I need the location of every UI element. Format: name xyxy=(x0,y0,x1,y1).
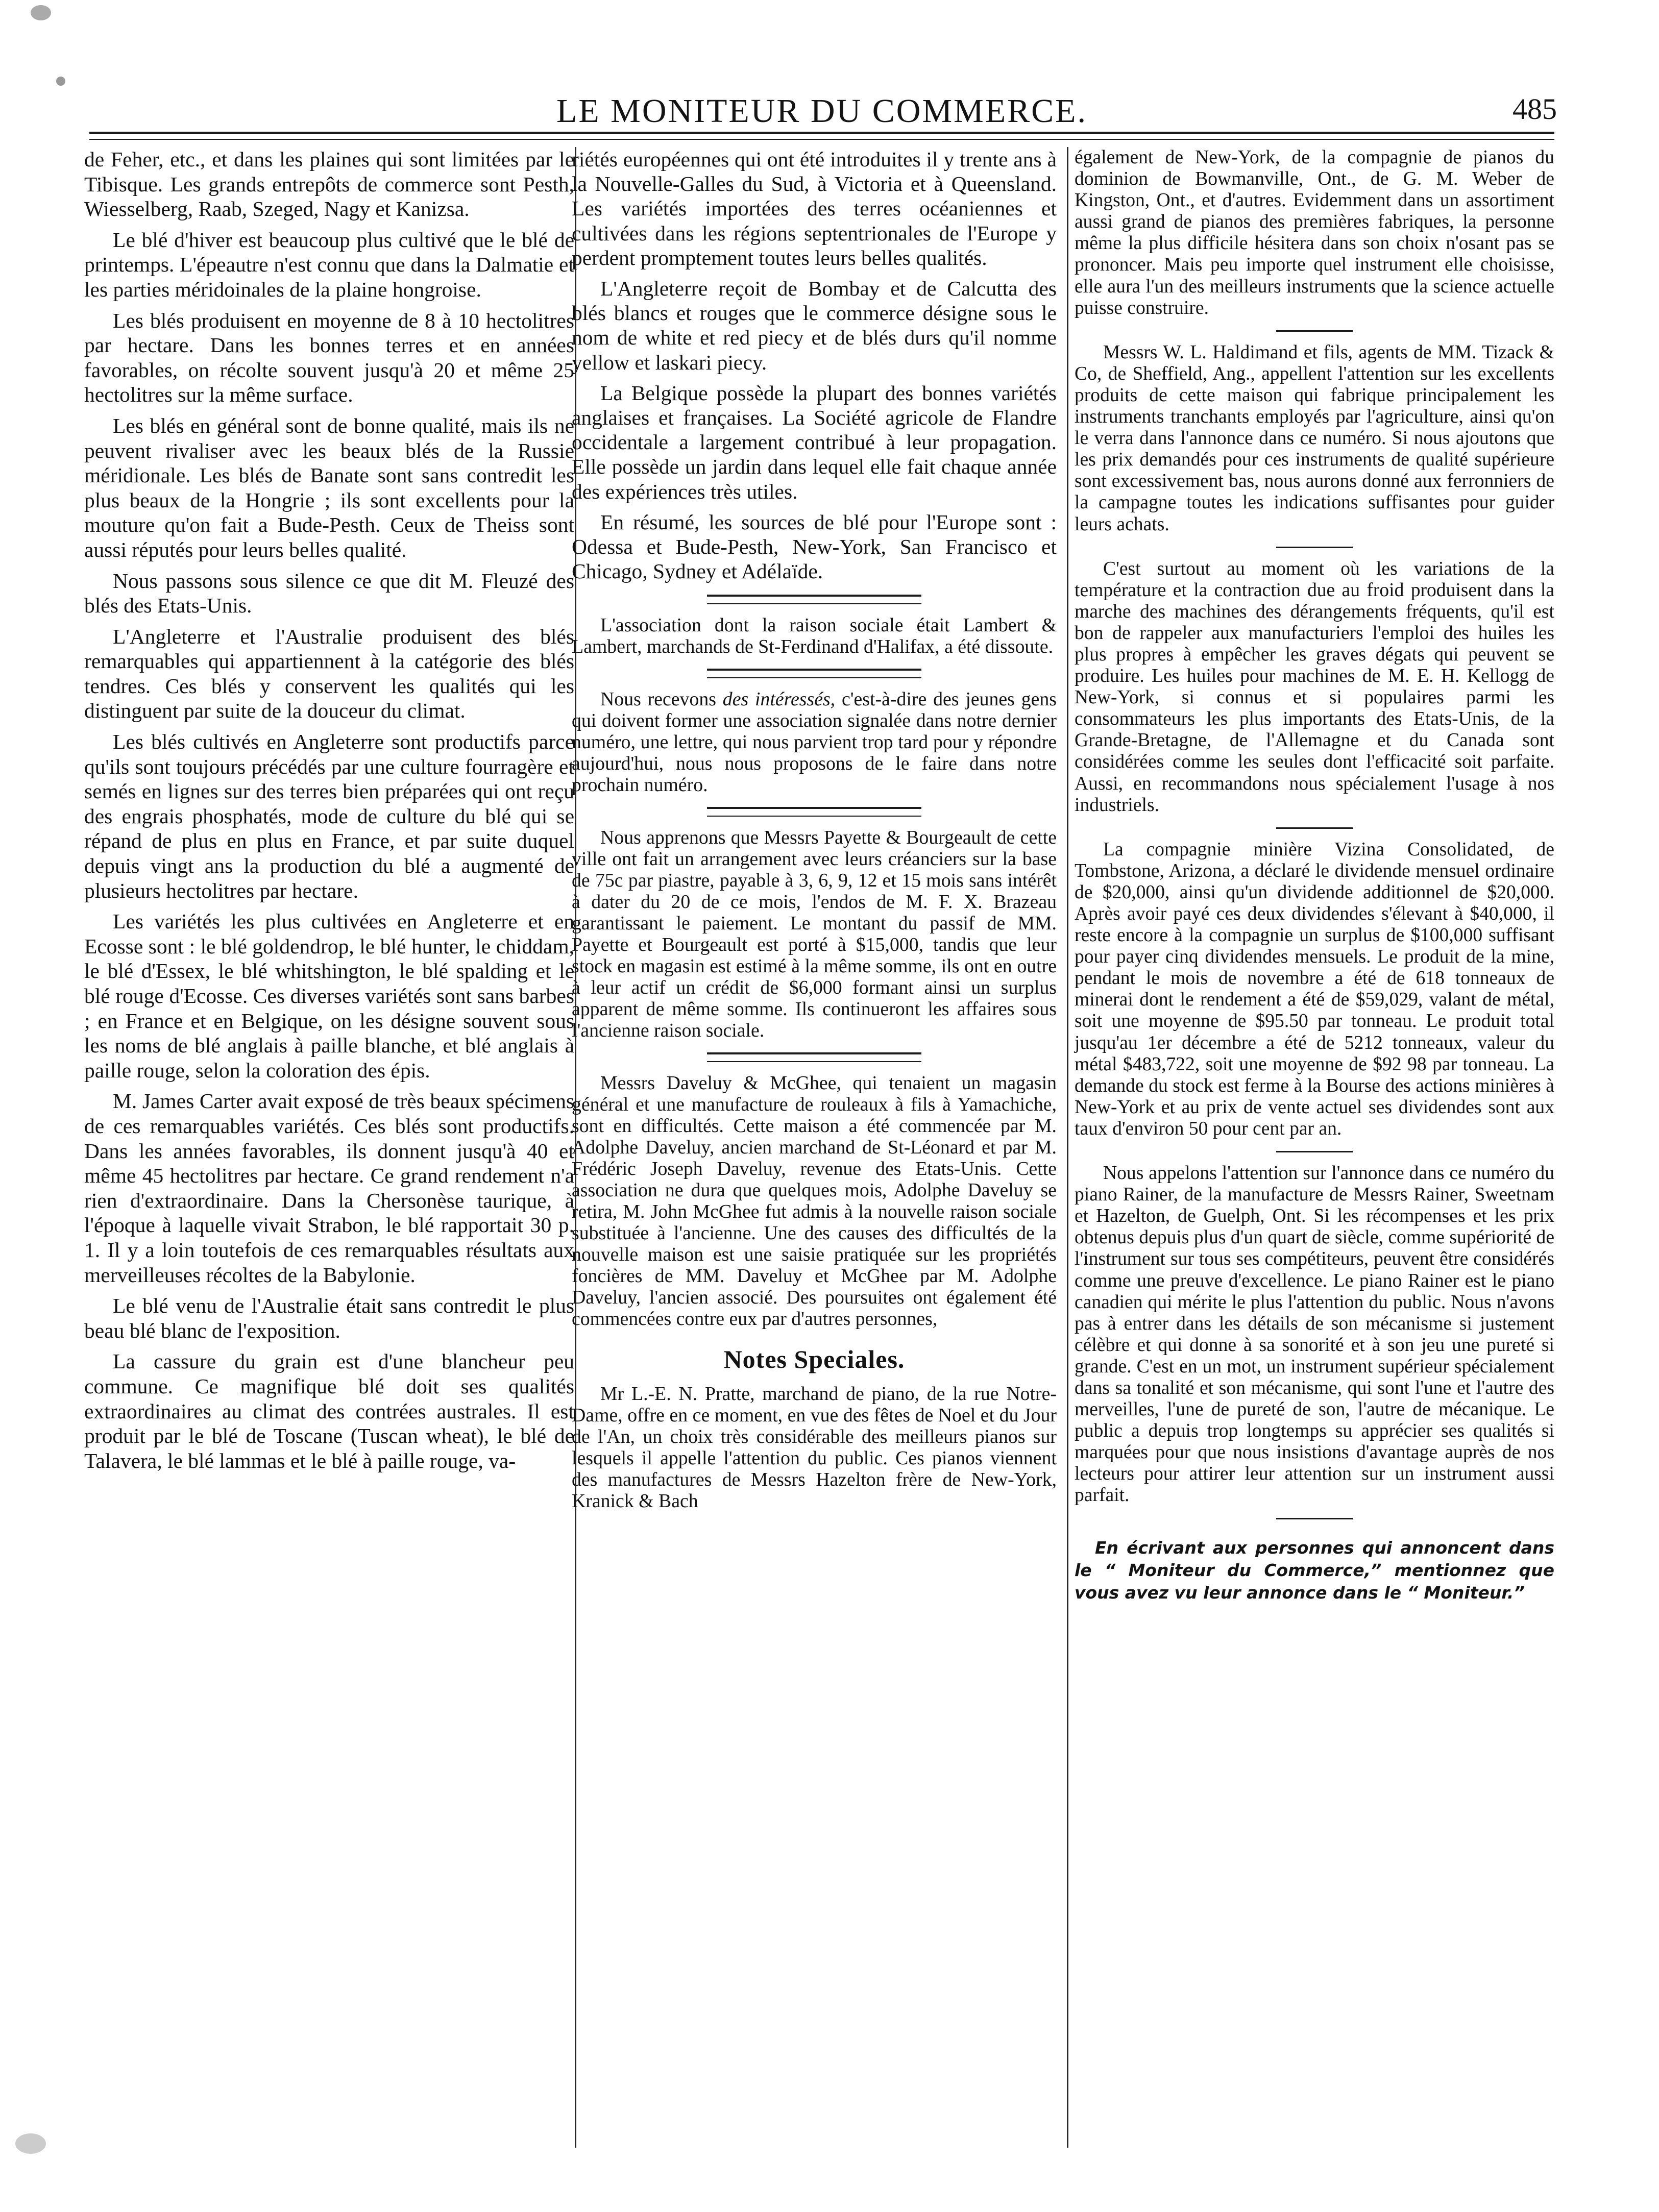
article-paragraph: L'Angleterre reçoit de Bombay et de Calcutta des blés blancs et rouges que le commerce désigne sous le nom de white et red piecy et de blés durs qu'il nomme yellow et laskari piecy. xyxy=(572,277,1057,374)
notice-payette: Nous apprenons que Messrs Payette & Bourgeault de cette ville ont fait un arrangement avec leurs créanciers sur la base de 75c par piastre, payable à 3, 6, 9, 12 et 15 mois sans intérêt à dater du 20 de ce mois, l'endos de M. F. X. Brazeau garantissant le paiement. Le montant du passif de MM. Payette et Bourgeault est porté à $15,000, tandis que leur stock en magasin est estimé à la même somme, ils ont en outre à leur actif un crédit de $6,000 formant ainsi un surplus apparent de même somme. Ils continueront les affaires sous l'ancienne raison sociale. xyxy=(572,827,1057,1042)
article-paragraph: Les blés en général sont de bonne qualité, mais ils ne peuvent rivaliser avec les beaux blés de la Russie méridionale. Les blés de Banate sont sans contredit les plus beaux de la Hongrie ; ils sont excellents pour la mouture qu'on fait a Bude-Pesth. Ceux de Theiss sont aussi réputés pour leurs belles qualité. xyxy=(84,413,574,561)
article-paragraph: La cassure du grain est d'une blancheur peu commune. Ce magnifique blé doit ses qualités extraordinaires au climat des contrées australes. Il est produit par le blé de Toscane (Tuscan wheat), le blé de Talavera, le blé lammas et le blé à paille rouge, va- xyxy=(84,1349,574,1472)
notice-interesses xyxy=(572,689,1057,796)
advertiser-notice xyxy=(1075,1537,1554,1604)
notice-vizina: La compagnie minière Vizina Consolidated, de Tombstone, Arizona, a déclaré le dividende mensuel ordinaire de $20,000, ainsi qu'un dividende additionnel de $20,000. Après avoir payé ces deux dividendes s'élevant à $40,000, il reste encore à la compagnie un surplus de $100,000 suffisant pour payer cinq dividendes mensuels. Le produit de la mine, pendant le mois de novembre a été de 618 tonneaux de minerai dont le rendement a été de $59,029, valant de métal, soit une moyenne de $95.50 par tonneau. Le produit total jusqu'au 1er décembre a été de 5212 tonneaux, valeur du métal $483,722, soit une moyenne de $92 98 par tonneau. La demande du stock est ferme à la Bourse des actions minières à New-York et au prix de vente actuel ses dividendes sont aux taux d'environ 50 pour cent par an. xyxy=(1075,839,1554,1139)
article-paragraph: La Belgique possède la plupart des bonnes variétés anglaises et françaises. La Société agricole de Flandre occidentale a largement contribué à leur propagation. Elle possède un jardin dans lequel elle fait chaque année des expériences très utiles. xyxy=(572,381,1057,503)
column-divider-2 xyxy=(1067,147,1068,2148)
section-separator xyxy=(707,595,921,604)
article-paragraph: En résumé, les sources de blé pour l'Europe sont : Odessa et Bude-Pesth, New-York, San Francisco et Chicago, Sydney et Adélaïde. xyxy=(572,510,1057,583)
section-separator xyxy=(707,1052,921,1062)
section-heading-notes-speciales: Notes Speciales. xyxy=(723,1345,905,1374)
notice-interesses-rest: c'est-à-dire des jeunes gens qui doivent former une association signalée dans notre dernier numéro, une lettre, qui nous parvient trop tard pour y répondre aujourd'hui, nous nous proposons de le faire dans notre prochain numéro. xyxy=(572,689,1057,796)
section-separator xyxy=(1276,827,1353,829)
section-separator xyxy=(1276,547,1353,548)
scan-speck xyxy=(56,77,65,86)
notice-pratte-continued: également de New-York, de la compagnie de pianos du dominion de Bowmanville, Ont., de G. M. Weber de Kingston, Ont., et d'autres. Evidemment dans un assortiment aussi grand de pianos des premières fabriques, la personne même la plus difficile hésitera dans son choix n'osant pas se prononcer. Mais peu importe quel instrument elle choisisse, elle aura l'un des meilleurs instruments que la science actuelle puisse construire. xyxy=(1075,147,1554,318)
article-paragraph: Le blé d'hiver est beaucoup plus cultivé que le blé de printemps. L'épeautre n'est connu que dans la Dalmatie et les parties méridoinales de la plaine hongroise. xyxy=(84,228,574,301)
notice-interesses-italic: des intéressés, xyxy=(722,689,836,710)
section-separator xyxy=(1276,330,1353,332)
notice-daveluy: Messrs Daveluy & McGhee, qui tenaient un magasin général et une manufacture de rouleaux à fils à Yamachiche, sont en difficultés. Cette maison a été commencée par M. Adolphe Daveluy, ancien marchand de St-Léonard et par M. Frédéric Joseph Daveluy, revenue des Etats-Unis. Cette association ne dura que quelques mois, Adolphe Daveluy se retira, M. John McGhee fut admis à la nouvelle raison sociale substituée à l'ancienne. Une des causes des difficultés de la nouvelle maison est une saisie pratiquée sur les propriétés foncières de MM. Daveluy et McGhee par M. Adolphe Daveluy, l'ancien associé. Des poursuites ont également été commencées contre eux par d'autres personnes, xyxy=(572,1072,1057,1330)
notice-haldimand: Messrs W. L. Haldimand et fils, agents de MM. Tizack & Co, de Sheffield, Ang., appellent l'attention sur les excellents produits de cette maison qui fabrique principalement les instruments tranchants employés par l'agriculture, ainsi qu'on le verra dans l'annonce dans ce numéro. Si nous ajoutons que les prix demandés pour ces instruments de qualité supérieure sont excessivement bas, nous aurons donné aux ferronniers de la campagne toutes les indications suffisantes pour guider leurs achats. xyxy=(1075,341,1554,535)
scan-speck xyxy=(15,2133,46,2154)
column-1 xyxy=(84,147,574,1479)
notice-interesses-lead: Nous recevons xyxy=(600,689,723,710)
article-paragraph: Nous passons sous silence ce que dit M. Fleuzé des blés des Etats-Unis. xyxy=(84,569,574,618)
article-paragraph: Les blés cultivés en Angleterre sont productifs parce qu'ils sont toujours précédés par une culture fourragère et semés en lignes sur des terres bien préparées qui ont reçu des engrais phosphatés, mode de culture du blé qui se répand de plus en plus en France, et par suite duquel depuis vingt ans la production du blé a augmenté de plusieurs hectolitres par hectare. xyxy=(84,730,574,902)
scan-speck xyxy=(31,5,51,20)
section-separator xyxy=(1276,1151,1353,1152)
column-3 xyxy=(1075,147,1554,1604)
notice-pratte: Mr L.-E. N. Pratte, marchand de piano, de la rue Notre-Dame, offre en ce moment, en vue des fêtes de Noel et du Jour de l'An, un choix très considérable des meilleurs pianos sur lesquels il appelle l'attention du public. Ces pianos viennent des manufactures de Messrs Hazelton frère de New-York, Kranick & Bach xyxy=(572,1383,1057,1512)
notice-kellogg: C'est surtout au moment où les variations de la température et la contraction due au froid produisent dans la marche des machines des dérangements fréquents, qu'il est bon de rappeler aux manufacturiers l'emploi des huiles les plus propres à empêcher les graves dégats qui peuvent se produire. Les huiles pour machines de M. E. H. Kellogg de New-York, si connus et si populaires parmi les consommateurs les plus importants des Etats-Unis, de la Grande-Bretagne, de l'Allemagne et du Canada sont considérées comme les seules dont l'efficacité soit parfaite. Aussi, en recommandons nous spécialement l'usage à nos industriels. xyxy=(1075,558,1554,816)
advertiser-notice-text: En écrivant aux personnes qui annoncent dans le “ Moniteur du Commerce,” mentionnez que vous avez vu leur annonce dans le “ Moniteur.” xyxy=(1075,1537,1554,1603)
section-separator xyxy=(707,807,921,817)
article-paragraph: Le blé venu de l'Australie était sans contredit le plus beau blé blanc de l'exposition. xyxy=(84,1294,574,1342)
article-paragraph: de Feher, etc., et dans les plaines qui sont limitées par le Tibisque. Les grands entrepôts de commerce sont Pesth, Wiesselberg, Raab, Szeged, Nagy et Kanizsa. xyxy=(84,148,574,221)
notice-rainer: Nous appelons l'attention sur l'annonce dans ce numéro du piano Rainer, de la manufacture de Messrs Rainer, Sweetnam et Hazelton, de Guelph, Ont. Si les récompenses et les prix obtenus depuis plus d'un quart de siècle, comme supériorité de l'instrument sur tous ses compétiteurs, peuvent être considérés comme une preuve d'excellence. Le piano Rainer est le piano canadien qui mérite le plus l'attention du public. Nous n'avons pas à entrer dans les détails de son mécanisme si justement célèbre et qui donne à sa sonorité et à son jeu une pureté si grande. C'est en un mot, un instrument supérieur spécialement dans sa tonalité et son mécanisme, qui sont l'une et l'autre des merveilles, l'une de pureté de son, l'autre de mécanique. Le public a depuis trop longtemps su apprécier ses qualités si marquées pour que nous insistions d'avantage auprès de nos lecteurs pour attirer leur attention sur un instrument aussi parfait. xyxy=(1075,1163,1554,1506)
article-paragraph: M. James Carter avait exposé de très beaux spécimens de ces remarquables variétés. Ces blés sont productifs. Dans les années favorables, ils donnent jusqu'à 40 et même 45 hectolitres par hectare. Ce grand rendement n'a rien d'extraordinaire. Dans la Chersonèse taurique, à l'époque à laquelle vivait Strabon, le blé rapportait 30 p. 1. Il y a loin toutefois de ces remarquables résultats aux merveilleuses récoltes de la Babylonie. xyxy=(84,1089,574,1287)
article-paragraph: Les blés produisent en moyenne de 8 à 10 hectolitres par hectare. Dans les bonnes terres et en années favorables, on récolte souvent jusqu'à 20 et même 25 hectolitres sur la même surface. xyxy=(84,308,574,407)
section-separator xyxy=(707,669,921,678)
page-number: 485 xyxy=(1512,92,1557,126)
section-separator xyxy=(1276,1518,1353,1519)
header-rule xyxy=(89,132,1554,140)
column-2 xyxy=(572,147,1057,1518)
publication-title: LE MONITEUR DU COMMERCE. xyxy=(556,92,1087,130)
notice-association: L'association dont la raison sociale était Lambert & Lambert, marchands de St-Ferdinand d'Halifax, a été dissoute. xyxy=(572,615,1057,658)
article-paragraph: L'Angleterre et l'Australie produisent des blés remarquables qui appartiennent à la catégorie des blés tendres. Ces blés y conservent les qualités qui les distinguent par suite de la douceur du climat. xyxy=(84,624,574,723)
article-paragraph: Les variétés les plus cultivées en Angleterre et en Ecosse sont : le blé goldendrop, le blé hunter, le chiddam, le blé d'Essex, le blé whitshington, le blé spalding et le blé rouge d'Ecosse. Ces diverses variétés sont sans barbes ; en France et en Belgique, on les désigne souvent sous les noms de blé anglais à paille blanche, et blé anglais à paille rouge, selon la coloration des épis. xyxy=(84,910,574,1082)
article-paragraph: riétés européennes qui ont été introduites il y trente ans à la Nouvelle-Galles du Sud, à Victoria et à Queensland. Les variétés importées des terres océaniennes et cultivées dans les régions septentrionales de l'Europe y perdent promptement toutes leurs belles qualités. xyxy=(572,148,1057,269)
masthead xyxy=(87,92,1557,138)
